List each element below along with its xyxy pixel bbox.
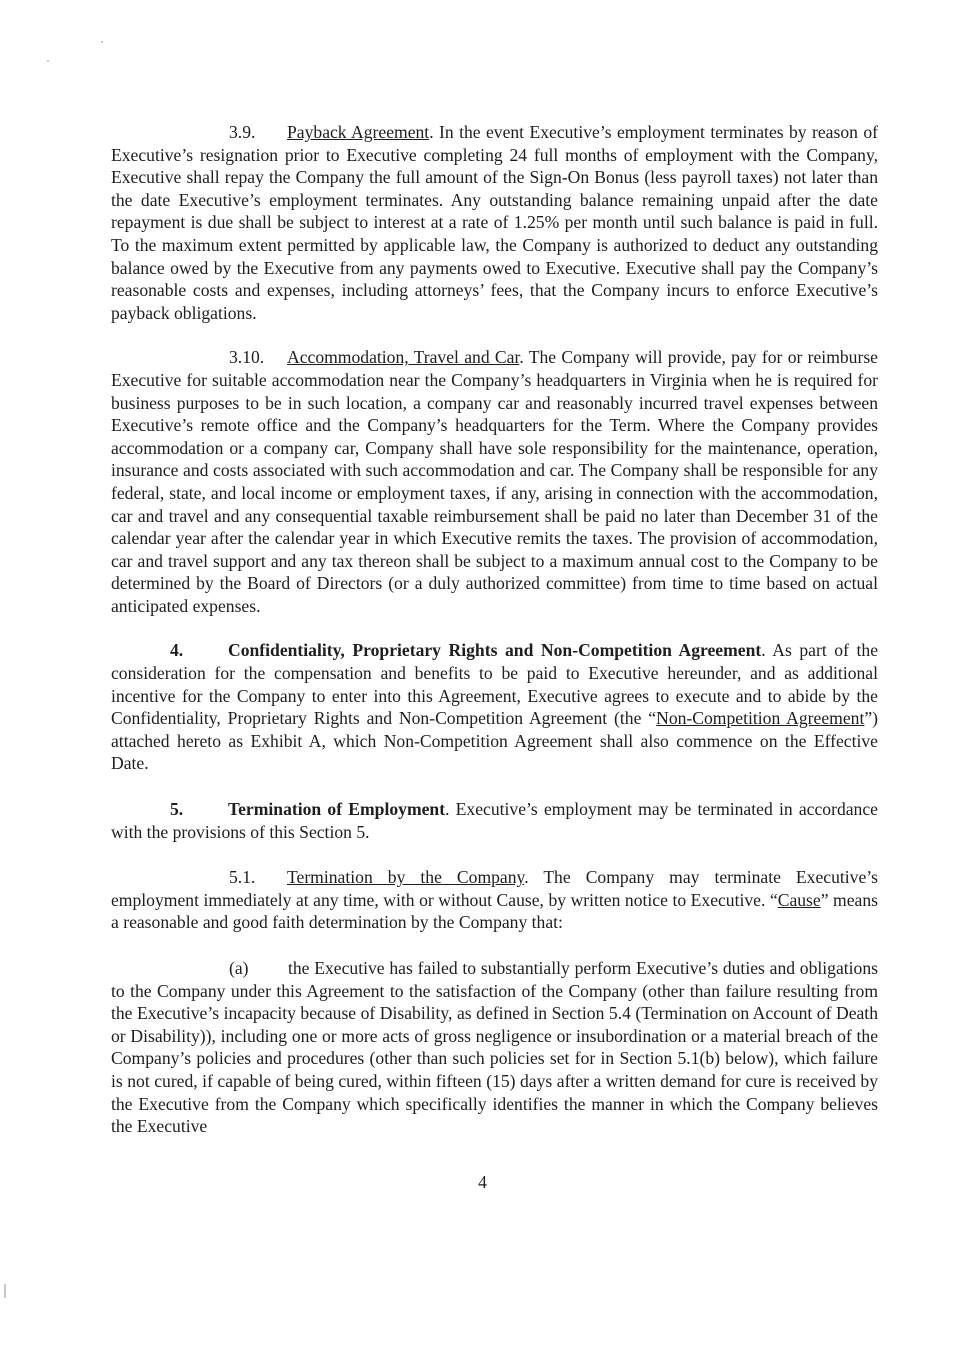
section-number: 4. <box>170 640 184 661</box>
section-text: . In the event Executive’s employment terminates by reason of Executive’s resignation prior to Executive completing 24 full months of employment with the Company, Executive shall repay the Company the full amount of the Sign-On Bonus (less payroll taxes) not later than the date Executive’s employment terminates. Any outstanding balance remaining unpaid after the date repayment is due shall be subject to interest at a rate of 1.25% per month until such balance is paid in full. To the maximum extent permitted by applicable law, the Company is authorized to deduct any outstanding balance owed by the Executive from any payments owed to Executive. Executive shall pay the Company’s reasonable costs and expenses, including attorneys’ fees, that the Company incurs to enforce Executive’s payback obligations. <box>111 122 878 323</box>
section-number: 3.9. <box>229 122 256 142</box>
page-number: 4 <box>478 1172 487 1192</box>
section-text: . Executive’s employment may be terminated in accordance with the provisions of this Section 5. <box>111 799 878 842</box>
section-number: 5. <box>170 799 184 820</box>
section-text: . As part of the consideration for the compensation and benefits to be paid to Executive hereunder, and as additional incentive for the Company to enter into this Agreement, Executive agrees to execute and to abide by the Confidentiality, Proprietary Rights and Non-Competition Agreement (the “ <box>111 640 878 729</box>
scan-speck <box>101 41 103 43</box>
item-a-paragraph <box>111 957 878 1138</box>
section-5-paragraph <box>111 798 878 843</box>
item-label: (a) <box>229 958 249 978</box>
section-5-1-paragraph <box>111 866 878 934</box>
section-heading: Termination of Employment <box>228 799 446 820</box>
item-text: the Executive has failed to substantially perform Executive’s duties and obligations to the Company under this Agreement to the satisfaction of the Company (other than failure resulting from the Executive’s incapacity because of Disability, as defined in Section 5.4 (Termination on Account of Death or Disability)), including one or more acts of gross negligence or insubordination or a material breach of the Company’s policies and procedures (other than such policies set for in Section 5.1(b) below), which failure is not cured, if capable of being cured, within fifteen (15) days after a written demand for cure is received by the Executive from the Company which specifically identifies the manner in which the Company believes the Executive <box>111 958 878 1137</box>
section-text: . The Company may terminate Executive’s employment immediately at any time, with or without Cause, by written notice to Executive. “ <box>111 867 879 910</box>
defined-term: Cause <box>777 889 821 910</box>
section-3-10-paragraph <box>111 346 878 617</box>
section-text: ” means a reasonable and good faith determination by the Company that: <box>111 889 878 933</box>
defined-term: Non-Competition Agreement <box>656 708 865 729</box>
document-body <box>111 121 878 1138</box>
section-3-9-paragraph <box>111 121 878 324</box>
scan-speck <box>47 60 49 62</box>
section-heading: Confidentiality, Proprietary Rights and Non-Competition Agreement <box>228 640 762 661</box>
section-text: ”) attached hereto as Exhibit A, which Non-Competition Agreement shall also commence on the Effective Date. <box>111 708 879 774</box>
section-text: . The Company will provide, pay for or reimburse Executive for suitable accommodation near the Company’s headquarters in Virginia when he is required for business purposes to be in such location, a company car and reasonably incurred travel expenses between Executive’s remote office and the Company’s headquarters for the Term. Where the Company provides accommodation or a company car, Company shall have sole responsibility for the maintenance, operation, insurance and costs associated with such accommodation and car. The Company shall be responsible for any federal, state, and local income or employment taxes, if any, arising in connection with the accommodation, car and travel and any consequential taxable reimbursement shall be paid no later than December 31 of the calendar year after the calendar year in which Executive remits the taxes. The provision of accommodation, car and travel support and any tax thereon shall be subject to a maximum annual cost to the Company to be determined by the Board of Directors (or a duly authorized committee) from time to time based on actual anticipated expenses. <box>111 347 878 616</box>
section-heading: Accommodation, Travel and Car <box>287 347 520 368</box>
scan-speck <box>4 1284 6 1298</box>
section-4-paragraph <box>111 639 878 775</box>
section-heading: Payback Agreement <box>287 122 430 142</box>
section-number: 5.1. <box>229 867 256 888</box>
section-heading: Termination by the Company <box>287 867 525 888</box>
section-number: 3.10. <box>229 347 265 368</box>
